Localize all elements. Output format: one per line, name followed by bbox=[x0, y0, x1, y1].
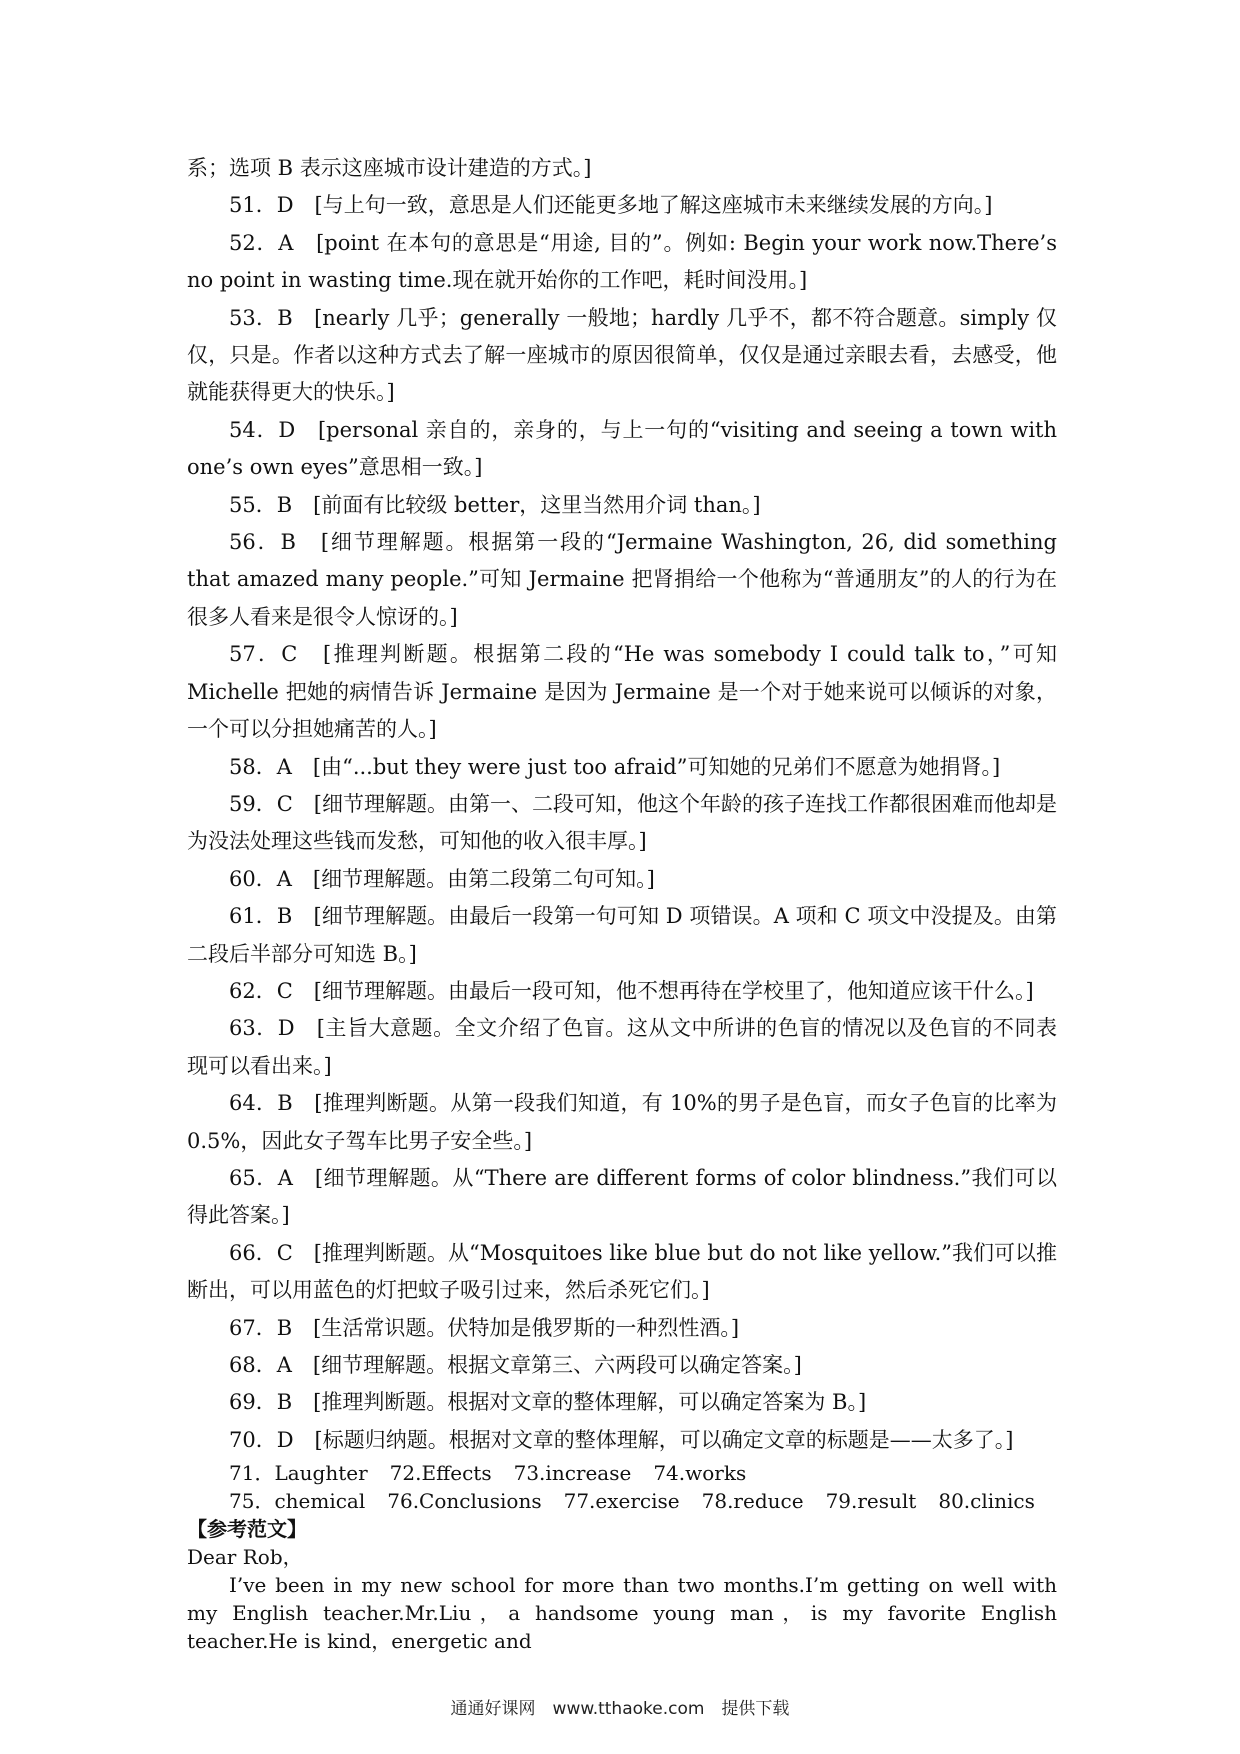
answer-paragraph: 55．B [前面有比较级 better，这里当然用介词 than。] bbox=[229, 492, 761, 517]
fill-answer: 74.works bbox=[653, 1461, 747, 1486]
answer-paragraph: 51．D [与上句一致，意思是人们还能更多地了解这座城市未来继续发展的方向。] bbox=[229, 193, 993, 218]
answer-paragraph: 57．C [推理判断题。根据第二段的“He was somebody I could talk to，”可知 Michelle 把她的病情告诉 Jermaine 是因为 Jermaine 是一个对于她来说可以倾诉的对象，一个可以分担她痛苦的人。] bbox=[187, 642, 1057, 742]
letter-greeting: Dear Rob， bbox=[187, 1545, 303, 1570]
fill-answer: 72.Effects bbox=[389, 1461, 492, 1486]
answer-paragraph: 58．A [由“...but they were just too afraid”可知她的兄弟们不愿意为她捐肾。] bbox=[229, 754, 1001, 779]
answer-paragraph: 66．C [推理判断题。从“Mosquitoes like blue but do not like yellow.”我们可以推断出，可以用蓝色的灯把蚊子吸引过来，然后杀死它们。] bbox=[187, 1240, 1057, 1303]
answer-paragraph: 68．A [细节理解题。根据文章第三、六两段可以确定答案。] bbox=[229, 1353, 802, 1377]
fill-answer: 80.clinics bbox=[938, 1489, 1035, 1514]
answer-paragraph: 70．D [标题归纳题。根据对文章的整体理解，可以确定文章的标题是——太多了。] bbox=[229, 1427, 1014, 1452]
fill-in-answers bbox=[187, 1459, 1057, 1515]
answer-paragraph: 56．B [细节理解题。根据第一段的“Jermaine Washington, 26, did something that amazed many people.”可知 Jermaine 把肾捐给一个他称为“普通朋友”的人的行为在很多人看来是很令人惊讶的。] bbox=[187, 530, 1057, 629]
answer-paragraph: 65．A [细节理解题。从“There are different forms of color blindness.”我们可以得此答案。] bbox=[187, 1165, 1057, 1228]
fill-answer: 79.result bbox=[825, 1489, 917, 1514]
answer-paragraph: 59．C [细节理解题。由第一、二段可知，他这个年龄的孩子连找工作都很困难而他却是为没法处理这些钱而发愁，可知他的收入很丰厚。] bbox=[187, 791, 1057, 854]
fill-answer: 75．chemical bbox=[229, 1489, 366, 1514]
fill-answer: 76.Conclusions bbox=[387, 1489, 542, 1514]
fill-answer: 78.reduce bbox=[701, 1489, 804, 1514]
answer-paragraph: 52．A [point 在本句的意思是“用途, 目的”。例如: Begin your work now.There’s no point in wasting time.现在就开始你的工作吧，耗时间没用。] bbox=[187, 230, 1057, 293]
letter-body: I’ve been in my new school for more than two months.I’m getting on well with my English teacher.Mr.Liu，a handsome young man，is my favorite English teacher.He is kind，energetic and bbox=[187, 1573, 1057, 1654]
answer-paragraph: 63．D [主旨大意题。全文介绍了色盲。这从文中所讲的色盲的情况以及色盲的不同表现可以看出来。] bbox=[187, 1016, 1057, 1078]
answer-paragraph: 67．B [生活常识题。伏特加是俄罗斯的一种烈性酒。] bbox=[229, 1315, 740, 1340]
answer-paragraph: 系；选项 B 表示这座城市设计建造的方式。] bbox=[187, 156, 592, 180]
fill-row bbox=[187, 1487, 1057, 1515]
fill-answer: 71．Laughter bbox=[229, 1461, 368, 1486]
fill-answer: 77.exercise bbox=[563, 1489, 680, 1514]
answer-paragraph: 69．B [推理判断题。根据对文章的整体理解，可以确定答案为 B。] bbox=[229, 1390, 867, 1415]
answer-paragraph: 60．A [细节理解题。由第二段第二句可知。] bbox=[229, 866, 655, 891]
answer-key-content bbox=[187, 150, 1057, 1655]
answer-paragraph: 54．D [personal 亲自的，亲身的，与上一句的“visiting and seeing a town with one’s own eyes”意思相一致。] bbox=[187, 417, 1057, 480]
answer-paragraph: 61．B [细节理解题。由最后一段第一句可知 D 项错误。A 项和 C 项文中没提及。由第二段后半部分可知选 B。] bbox=[187, 904, 1057, 966]
answer-paragraph: 53．B [nearly 几乎；generally 一般地；hardly 几乎不，都不符合题意。simply 仅仅，只是。作者以这种方式去了解一座城市的原因很简单，仅仅是通过亲眼去看，去感受，他就能获得更大的快乐。] bbox=[187, 305, 1057, 405]
page-footer: 通通好课网 www.tthaoke.com 提供下载 bbox=[450, 1699, 790, 1719]
reference-essay-title: 【参考范文】 bbox=[187, 1517, 307, 1542]
answer-paragraph: 64．B [推理判断题。从第一段我们知道，有 10%的男子是色盲，而女子色盲的比率为 0.5%，因此女子驾车比男子安全些。] bbox=[187, 1091, 1057, 1153]
answer-paragraph: 62．C [细节理解题。由最后一段可知，他不想再待在学校里了，他知道应该干什么。] bbox=[229, 978, 1034, 1003]
fill-answer: 73.increase bbox=[513, 1461, 632, 1486]
answer-list bbox=[187, 150, 1057, 1459]
fill-row bbox=[187, 1459, 1057, 1487]
